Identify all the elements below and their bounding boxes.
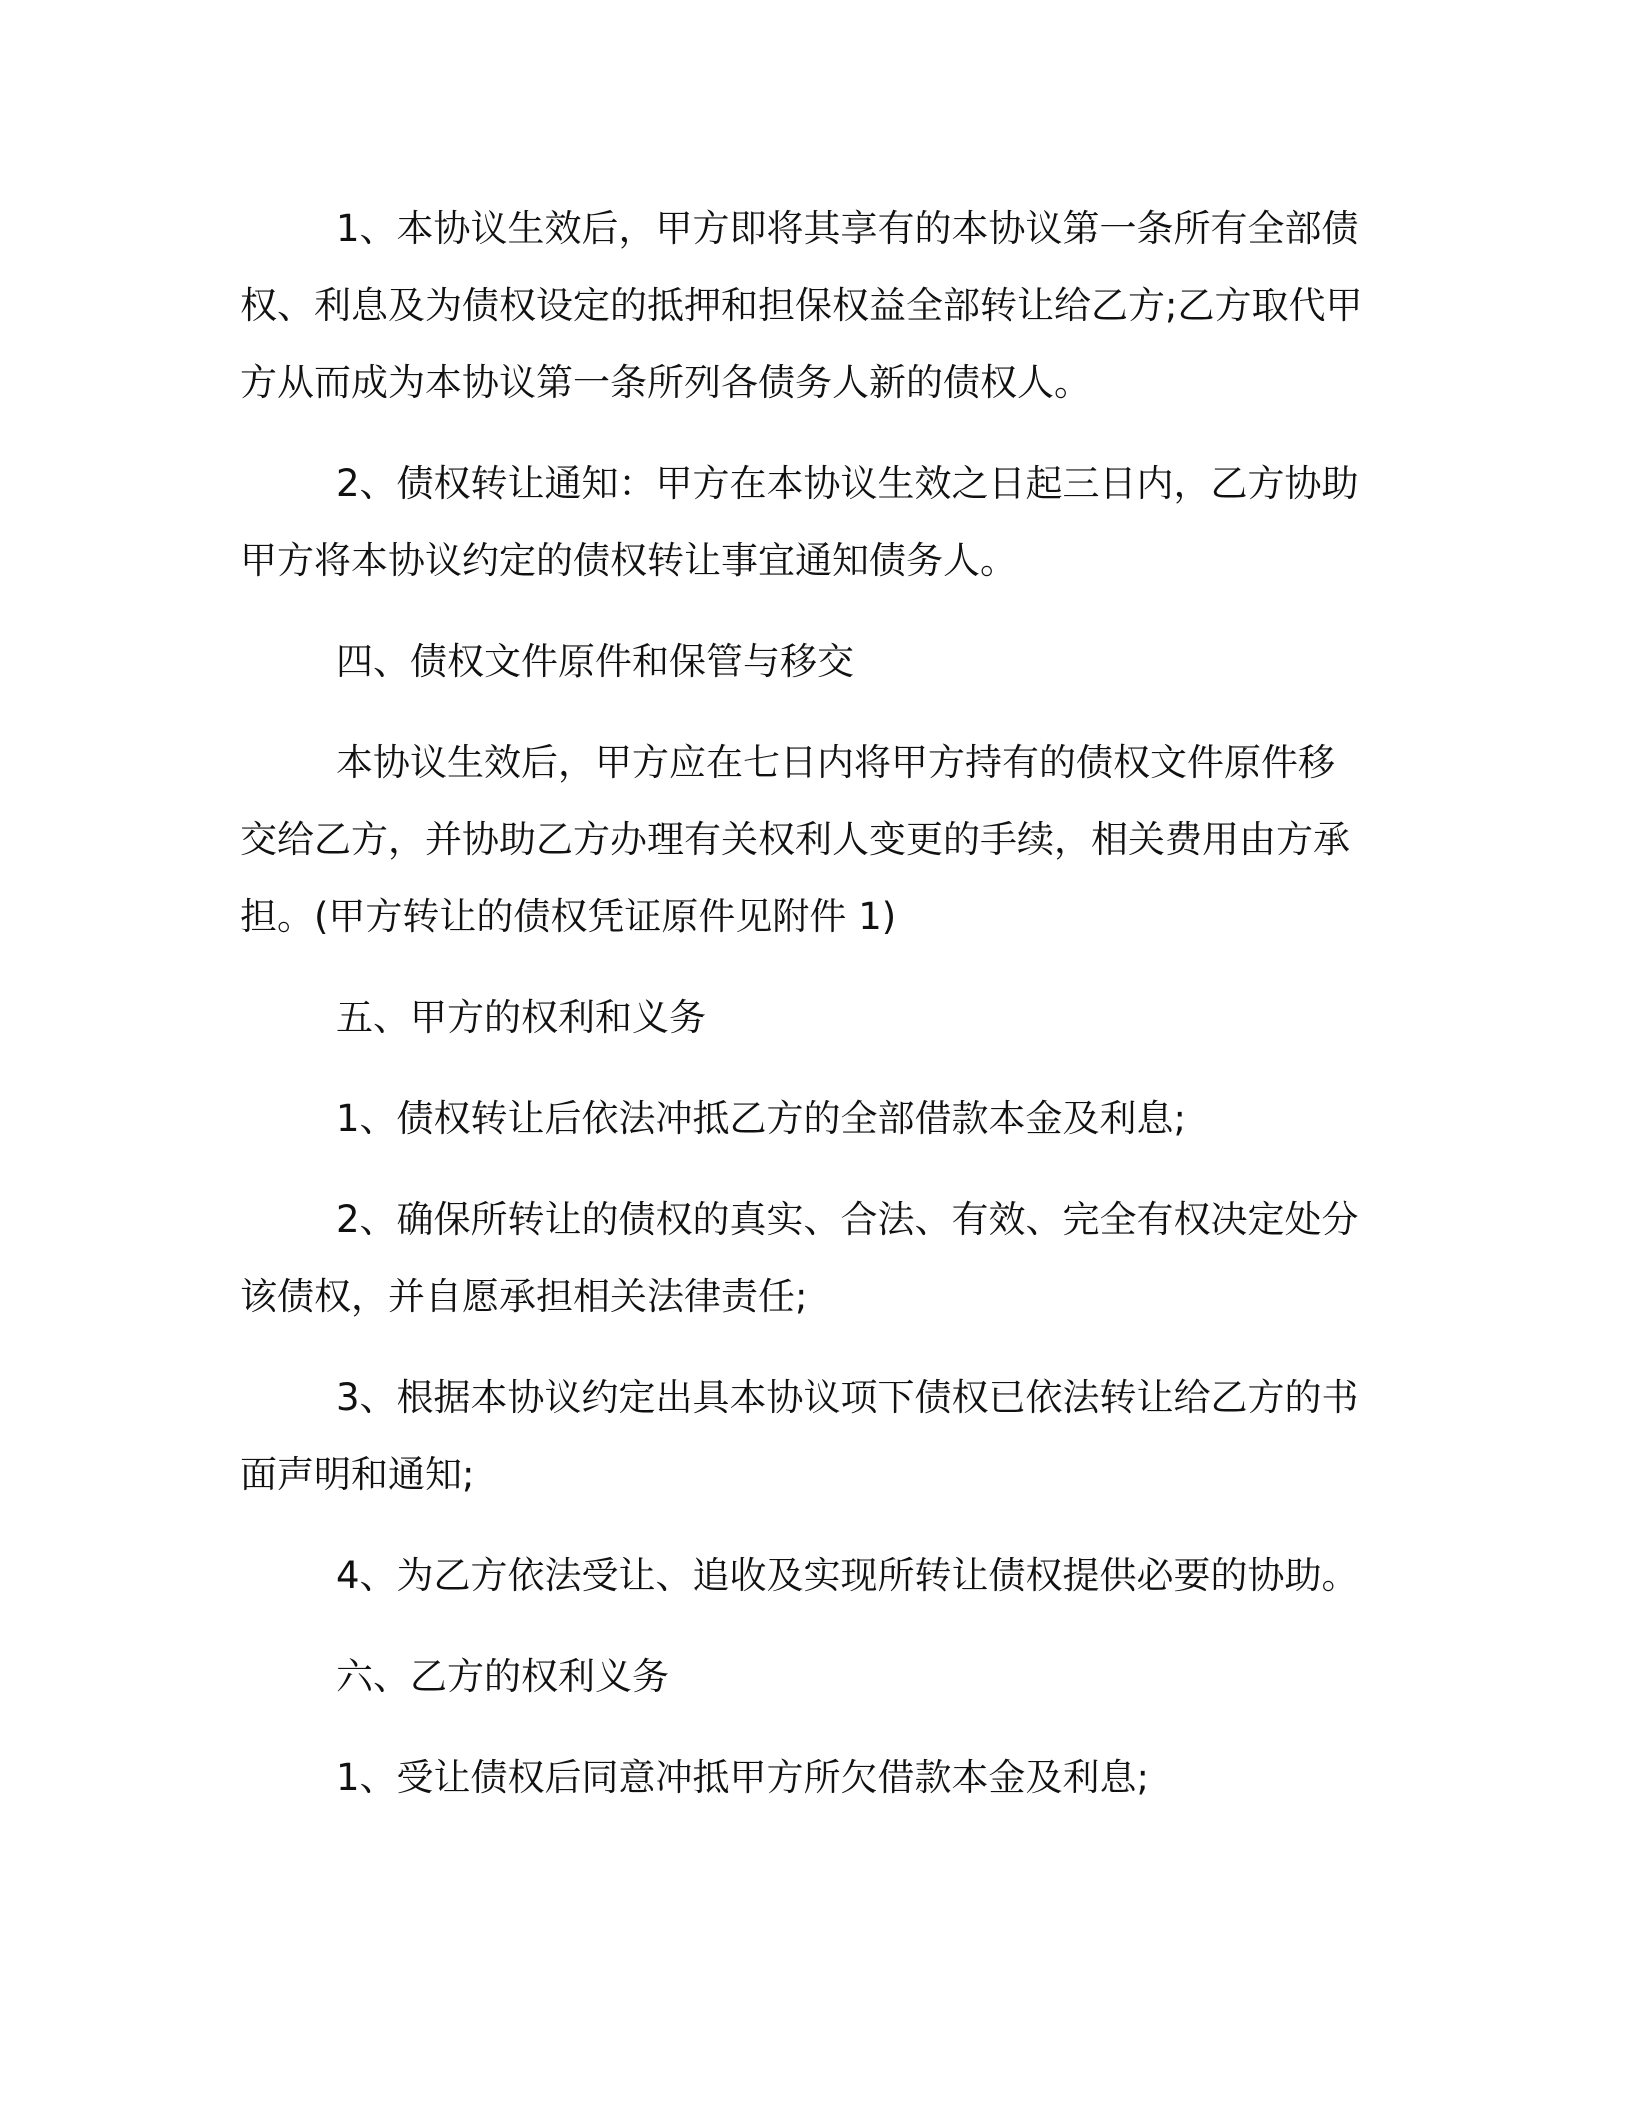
section-heading-5: 五、甲方的权利和义务 bbox=[336, 996, 706, 1039]
paragraph-section-4-body: 本协议生效后，甲方应在七日内将甲方持有的债权文件原件移交给乙方，并协助乙方办理有关权利人变更的手续，相关费用由方承担。(甲方转让的债权凭证原件见附件 1) bbox=[240, 741, 1350, 938]
section-heading-4: 四、债权文件原件和保管与移交 bbox=[336, 640, 854, 683]
paragraph-clause-5-3: 3、根据本协议约定出具本协议项下债权已依法转让给乙方的书面声明和通知; bbox=[240, 1376, 1359, 1496]
paragraph-clause-3-1: 1、本协议生效后，甲方即将其享有的本协议第一条所有全部债权、利息及为债权设定的抵押和担保权益全部转让给乙方;乙方取代甲方从而成为本协议第一条所列各债务人新的债权人。 bbox=[240, 207, 1363, 404]
paragraph-clause-5-2: 2、确保所转让的债权的真实、合法、有效、完全有权决定处分该债权，并自愿承担相关法律责任; bbox=[240, 1198, 1359, 1318]
paragraph-clause-5-1: 1、债权转让后依法冲抵乙方的全部借款本金及利息; bbox=[336, 1097, 1187, 1140]
document-body bbox=[240, 190, 1370, 1840]
section-heading-6: 六、乙方的权利义务 bbox=[336, 1655, 669, 1698]
paragraph-clause-3-2: 2、债权转让通知：甲方在本协议生效之日起三日内，乙方协助甲方将本协议约定的债权转让事宜通知债务人。 bbox=[240, 462, 1359, 582]
paragraph-clause-5-4: 4、为乙方依法受让、追收及实现所转让债权提供必要的协助。 bbox=[336, 1554, 1359, 1597]
paragraph-clause-6-1: 1、受让债权后同意冲抵甲方所欠借款本金及利息; bbox=[336, 1756, 1150, 1799]
